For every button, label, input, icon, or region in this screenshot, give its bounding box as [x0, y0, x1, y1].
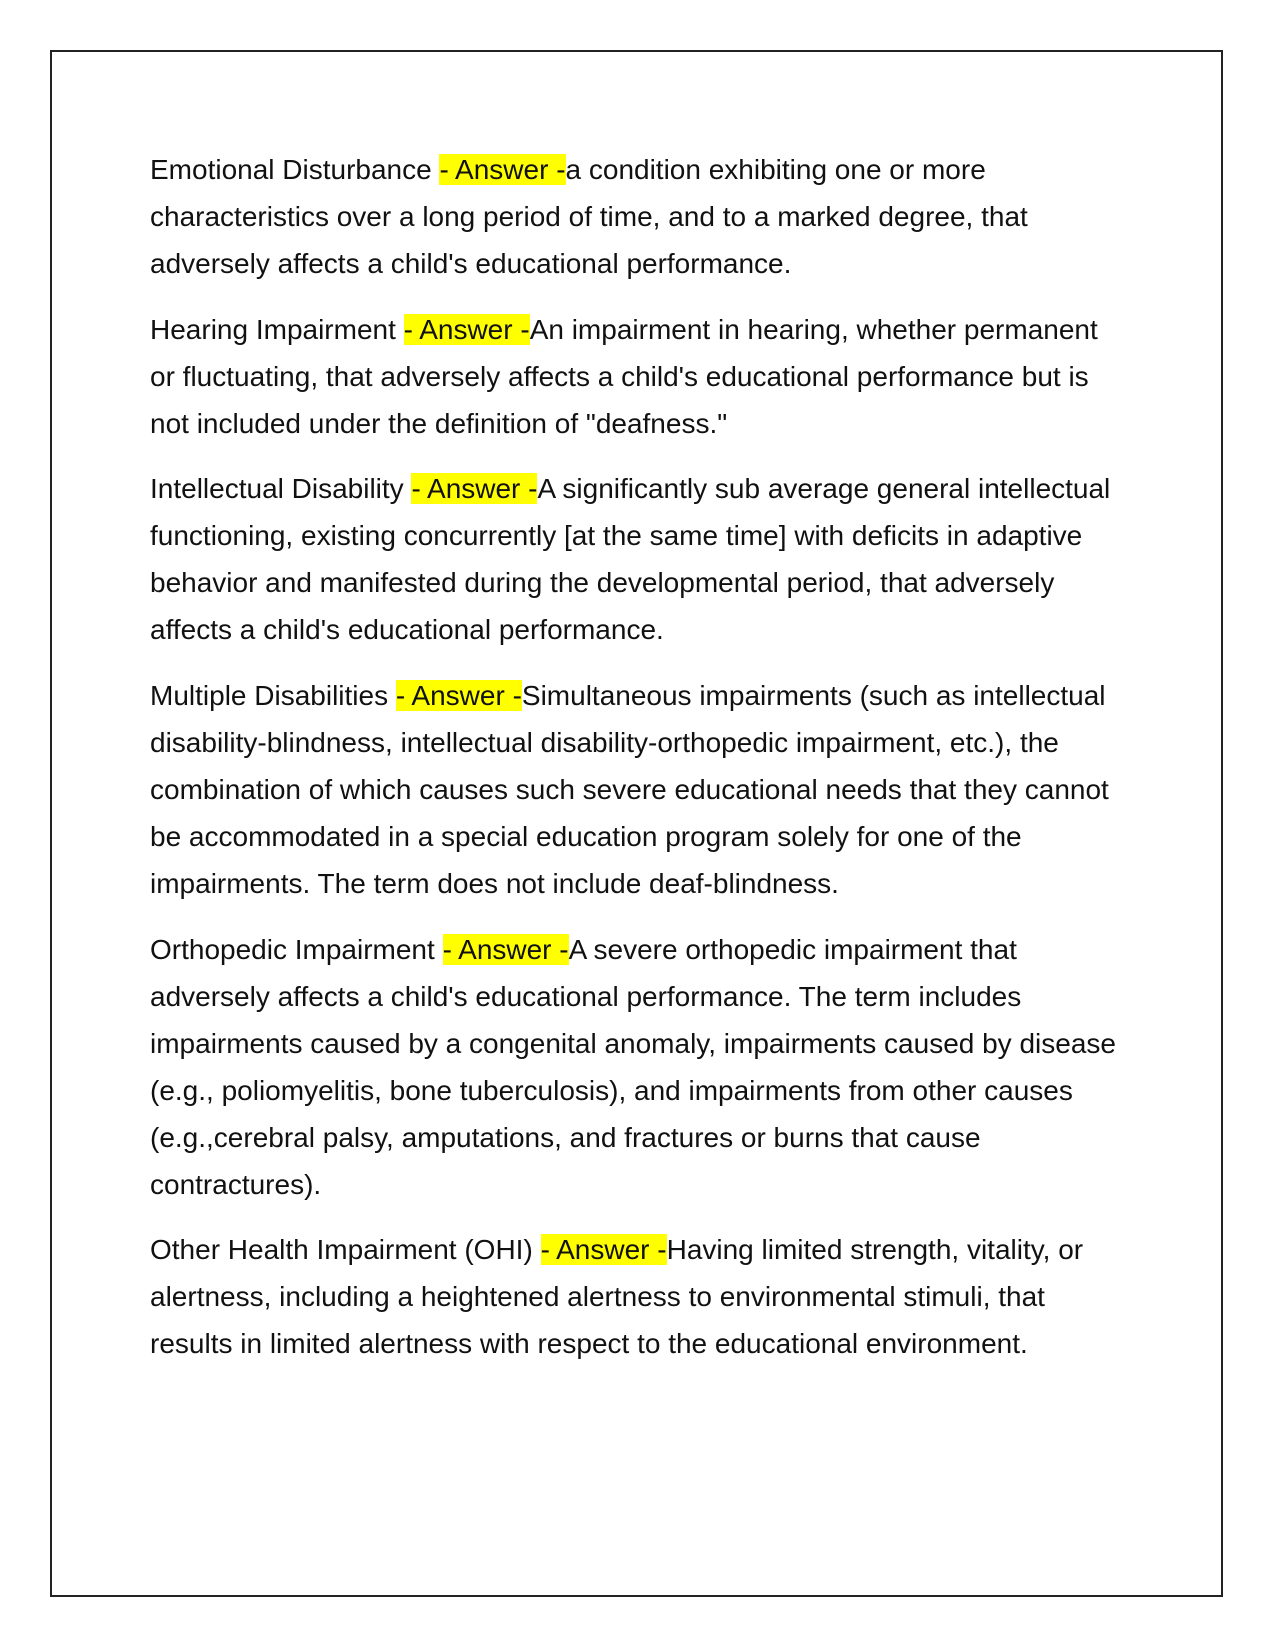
entry-hearing-impairment	[150, 306, 1130, 447]
answer-highlight: - Answer -	[403, 313, 530, 345]
answer-highlight: - Answer -	[439, 154, 566, 185]
entry-definition: A severe orthopedic impairment that adversely affects a child's educational performance. The term includes impairments caused by a congenital anomaly, impairments caused by disease (e.g., poliomyelitis, bone tuberculosis), and impairments from other causes (e.g.,cerebral palsy, amputations, and fractures or burns that cause contractures).	[150, 933, 1116, 1200]
entry-term: Intellectual Disability	[150, 473, 412, 505]
answer-highlight: - Answer -	[442, 933, 569, 965]
entry-orthopedic-impairment	[150, 926, 1130, 1208]
entry-term: Other Health Impairment (OHI)	[150, 1234, 541, 1266]
entry-other-health-impairment	[150, 1226, 1130, 1367]
document-body	[150, 146, 1130, 1386]
entry-definition: a condition exhibiting one or more characteristics over a long period of time, and to a marked degree, that adversely affects a child's educational performance.	[150, 154, 1028, 279]
answer-highlight: - Answer -	[540, 1234, 667, 1266]
entry-definition: Simultaneous impairments (such as intellectual disability-blindness, intellectual disability-orthopedic impairment, etc.), the combination of which causes such severe educational needs that they cannot be accommodated in a special education program solely for one of the impairments. The term does not include deaf-blindness.	[150, 680, 1109, 900]
entry-multiple-disabilities	[150, 672, 1130, 907]
entry-intellectual-disability	[150, 465, 1130, 653]
entry-definition: An impairment in hearing, whether permanent or fluctuating, that adversely affects a child's educational performance but is not included under the definition of "deafness."	[150, 313, 1098, 439]
entry-term: Hearing Impairment	[150, 313, 404, 345]
entry-term: Emotional Disturbance	[150, 154, 440, 185]
entry-definition: A significantly sub average general intellectual functioning, existing concurrently [at the same time] with deficits in adaptive behavior and manifested during the developmental period, that adversely affects a child's educational performance.	[150, 473, 1111, 646]
answer-highlight: - Answer -	[395, 680, 522, 712]
entry-term: Multiple Disabilities	[150, 680, 396, 712]
answer-highlight: - Answer -	[411, 473, 538, 505]
entry-emotional-disturbance	[150, 146, 1130, 287]
entry-definition: Having limited strength, vitality, or alertness, including a heightened alertness to environmental stimuli, that results in limited alertness with respect to the educational environment.	[150, 1234, 1084, 1360]
entry-term: Orthopedic Impairment	[150, 933, 443, 965]
